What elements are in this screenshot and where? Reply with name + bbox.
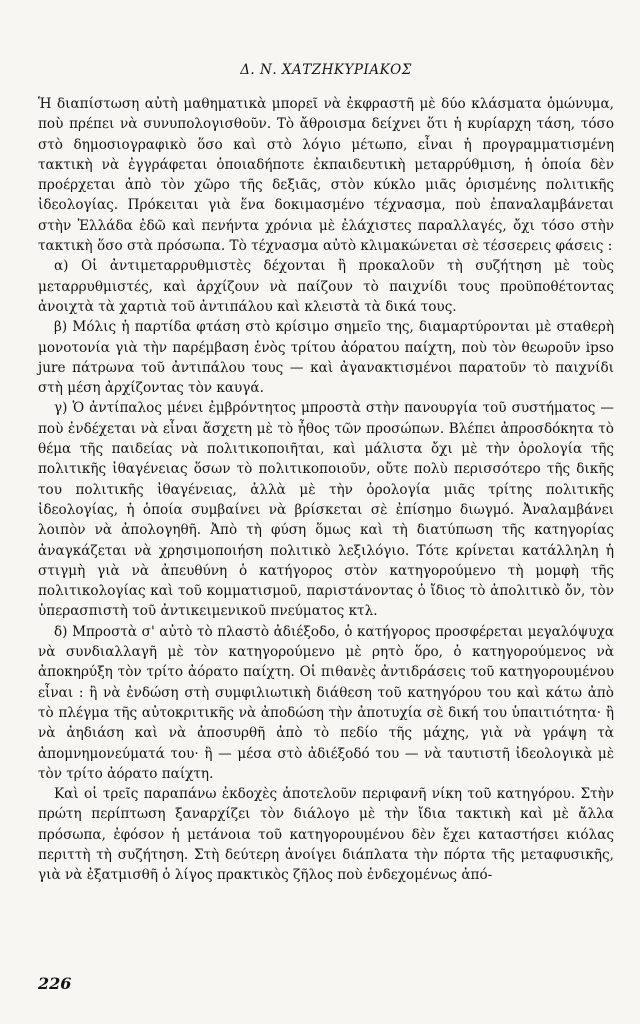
paragraph-phase-c: γ) Ὁ ἀντίπαλος μένει ἐμβρόντητος μπροστὰ στὴν πανουργία τοῦ συστήματος — ποὺ ἐνδέχεται νὰ εἶναι ἄσχετη μὲ τὸ ἦθος τῶν προσώπων. Βλέπει ἀπροσδόκητα τὸ θέμα τῆς παιδείας νὰ πολιτικοποιῆται, καὶ μάλιστα ὄχι μὲ τὴν ὁρολογία τῆς πολιτικῆς ἰθαγένειας ὅσων τὸ πολιτικοποιοῦν, οὔτε πολὺ περισσότερο τῆς δικῆς του πολιτικῆς ἰθαγένειας, ἀλλὰ μὲ τὴν ὁρολογία μιᾶς τρίτης πολιτικῆς ἰδεολογίας, ἡ ὁποία συμβαίνει νὰ βρίσκεται σὲ ἐπίσημο διωγμό. Ἀναλαμβάνει λοιπὸν νὰ ἀπολογηθῆ. Ἀπὸ τὴ φύση ὅμως καὶ τὴ διατύπωση τῆς κατηγορίας ἀναγκάζεται νὰ χρησιμοποιήση πολιτικὸ λεξιλόγιο. Τότε κρίνεται κατάλληλη ἡ στιγμὴ γιὰ νὰ ἀπευθύνη ὁ κατήγορος στὸν κατηγορούμενο τὴ μομφὴ τῆς πολιτικολογίας καὶ τοῦ κομματισμοῦ, παριστάνοντας ὁ ἴδιος τὸ ἀπολιτικὸ ὄν, τὸν ὑπερασπιστὴ τοῦ ἀντικειμενικοῦ πνεύματος κτλ.: [38, 400, 614, 620]
paragraph-phase-a: α) Οἱ ἀντιμεταρρυθμιστὲς δέχονται ἢ προκαλοῦν τὴ συζήτηση μὲ τοὺς μεταρρυθμιστές, καὶ ἀρχίζουν νὰ παίζουν τὸ παιχνίδι τους προϋποθέτοντας ἀνοιχτὰ τὰ χαρτιὰ τοῦ ἀντιπάλου καὶ κλειστὰ τὰ δικά τους.: [38, 258, 614, 315]
page-number: 226: [38, 974, 72, 993]
body-text: [38, 94, 614, 886]
paragraph-conclusion: Καὶ οἱ τρεῖς παραπάνω ἐκδοχὲς ἀποτελοῦν περιφανῆ νίκη τοῦ κατηγόρου. Στὴν πρώτη περίπτωση ξαναρχίζει τὸν διάλογο μὲ τὴν ἴδια τακτικὴ καὶ μὲ ἄλλα πρόσωπα, ἐφόσον ἡ μετάνοια τοῦ κατηγορουμένου δὲν ἔχει καταστήσει κιόλας περιττὴ τὴ συζήτηση. Στὴ δεύτερη ἀνοίγει διάπλατα τὴν πόρτα τῆς μεταφυσικῆς, γιὰ νὰ ἐξατμισθῆ ὁ λίγος πρακτικὸς ζῆλος ποὺ ἐνδεχομένως ἀπό-: [38, 786, 614, 884]
paragraph-intro: Ἡ διαπίστωση αὐτὴ μαθηματικὰ μπορεῖ νὰ ἐκφραστῆ μὲ δύο κλάσματα ὁμώνυμα, ποὺ πρέπει νὰ συνυπολογισθοῦν. Τὸ ἄθροισμα δείχνει ὅτι ἡ κυρίαρχη τάση, τόσο στὸ δημοσιογραφικὸ ὅσο καὶ στὸ λόγιο μέτωπο, εἶναι ἡ προγραμματισμένη τακτικὴ νὰ ἐγγράφεται ὁποιαδήποτε ἐκπαιδευτικὴ μεταρρύθμιση, ἡ ὁποία δὲν προέρχεται ἀπὸ τὸν χῶρο τῆς δεξιᾶς, στὸν κύκλο μιᾶς ὁρισμένης πολιτικῆς ἰδεολογίας. Πρόκειται γιὰ ἕνα δοκιμασμένο τέχνασμα, ποὺ ἐπαναλαμβάνεται στὴν Ἑλλάδα ἐδῶ καὶ πενήντα χρόνια μὲ ἐλάχιστες παραλλαγές, ὄχι τόσο στὴν τακτικὴ ὅσο στὰ πρόσωπα. Τὸ τέχνασμα αὐτὸ κλιμακώνεται σὲ τέσσερεις φάσεις :: [38, 96, 614, 255]
running-head: Δ. Ν. ΧΑΤΖΗΚΥΡΙΑΚΟΣ: [240, 62, 412, 78]
paragraph-phase-b: β) Μόλις ἡ παρτίδα φτάση στὸ κρίσιμο σημεῖο της, διαμαρτύρονται μὲ σταθερὴ μονοτονία γιὰ τὴν παρέμβαση ἑνὸς τρίτου ἀόρατου παίχτη, ποὺ τὸν θεωροῦν ipso jure πάτρωνα τοῦ ἀντιπάλου τους — καὶ ἀγανακτισμένοι παρατοῦν τὸ παιχνίδι στὴ μέση ἀρχίζοντας τὸν καυγά.: [38, 319, 614, 397]
paragraph-phase-d: δ) Μπροστὰ σ' αὐτὸ τὸ πλαστὸ ἀδιέξοδο, ὁ κατήγορος προσφέρεται μεγαλόψυχα νὰ συνδιαλλαγῆ μὲ τὸν κατηγορούμενο μὲ ρητὸ ὅρο, ὁ κατηγορούμενος νὰ ἀποκηρύξη τὸν τρίτο ἀόρατο παίχτη. Οἱ πιθανὲς ἀντιδράσεις τοῦ κατηγορουμένου εἶναι : ἢ νὰ ἐνδώση στὴ συμφιλιωτικὴ διάθεση τοῦ κατηγόρου του καὶ κάτω ἀπὸ τὸ πλέγμα τῆς αὐτοκριτικῆς νὰ ἀποδώση τὴν ἀποτυχία σὲ δική του ὑπαιτιότητα· ἢ νὰ ἀηδιάση καὶ νὰ ἀποσυρθῆ ἀπὸ τὸ πεδίο τῆς μάχης, γιὰ νὰ γράψη τὰ ἀπομνημονεύματά του· ἢ — μέσα στὸ ἀδιέξοδό του — νὰ ταυτιστῆ ἰδεολογικὰ μὲ τὸν τρίτο ἀόρατο παίχτη.: [38, 623, 614, 782]
